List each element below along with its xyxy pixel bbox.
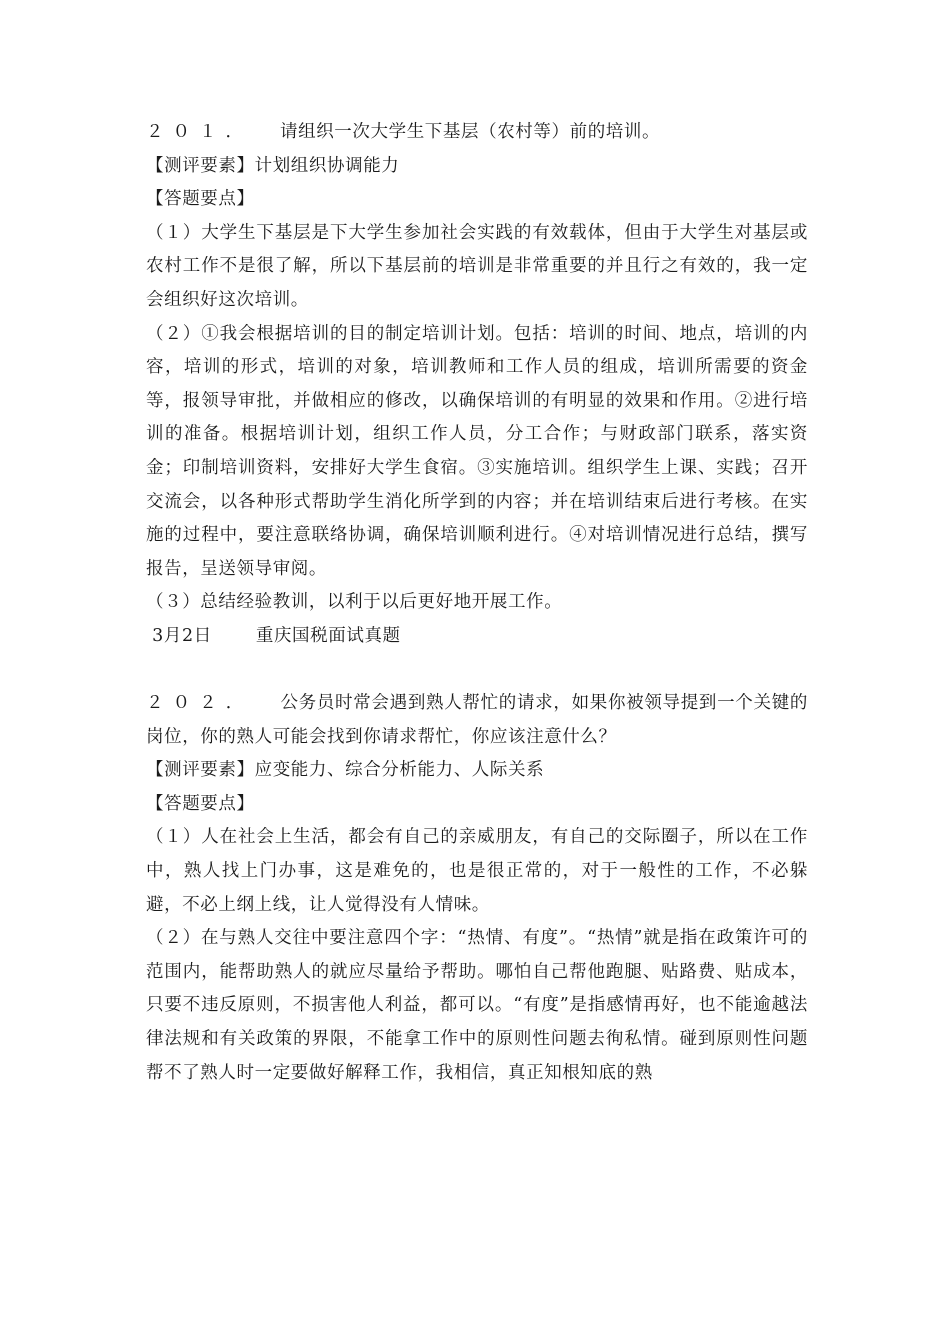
question-text: 公务员时常会遇到熟人帮忙的请求，如果你被领导提到一个关键的岗位，你的熟人可能会找到你请求帮忙，你应该注意什么？ [146, 693, 808, 747]
answer-points-label: 【答题要点】 [146, 793, 255, 814]
answer-points-label: 【答题要点】 [146, 189, 255, 210]
question-text: 请组织一次大学生下基层（农村等）前的培训。 [280, 122, 661, 142]
question-number: ２０２． [146, 693, 253, 714]
date-text: 3月2日 [152, 625, 212, 646]
answer-point-1: （１）人在社会上生活，都会有自己的亲威朋友，有自己的交际圈子，所以在工作中，熟人找上门办事，这是难免的，也是很正常的，对于一般性的工作，不必躲避，不必上纲上线，让人觉得没有人情味。 [146, 827, 808, 915]
date-source-line [146, 620, 808, 654]
question-202 [146, 687, 808, 1090]
evaluation-elements-label: 【测评要素】 [146, 760, 255, 781]
evaluation-elements-label: 【测评要素】 [146, 155, 255, 176]
blank-line [146, 654, 808, 688]
question-201 [146, 116, 808, 620]
answer-point-2: （２）在与熟人交往中要注意四个字：“热情、有度”。“热情”就是指在政策许可的范围内，能帮助熟人的就应尽量给予帮助。哪怕自己帮他跑腿、贴路费、贴成本，只要不违反原则，不损害他人利益，都可以。“有度”是指感情再好，也不能逾越法律法规和有关政策的界限，不能拿工作中的原则性问题去徇私情。碰到原则性问题帮不了熟人时一定要做好解释工作，我相信，真正知根知底的熟 [146, 928, 808, 1083]
document-body [146, 116, 808, 1090]
evaluation-elements-value: 应变能力、综合分析能力、人际关系 [254, 760, 545, 781]
question-201-title [146, 116, 808, 150]
evaluation-elements-value: 计划组织协调能力 [254, 155, 400, 176]
evaluation-elements [146, 150, 808, 184]
source-text: 重庆国税面试真题 [255, 625, 401, 646]
evaluation-elements [146, 754, 808, 788]
answer-point-3: （３）总结经验教训，以利于以后更好地开展工作。 [146, 592, 563, 613]
question-202-title [146, 687, 808, 754]
answer-point-2: （２）①我会根据培训的目的制定培训计划。包括：培训的时间、地点，培训的内容，培训的形式，培训的对象，培训教师和工作人员的组成，培训所需要的资金等，报领导审批，并做相应的修改，以确保培训的有明显的效果和作用。②进行培训的准备。根据培训计划，组织工作人员，分工合作；与财政部门联系，落实资金；印制培训资料，安排好大学生食宿。③实施培训。组织学生上课、实践；召开交流会，以各种形式帮助学生消化所学到的内容；并在培训结束后进行考核。在实施的过程中，要注意联络协调，确保培训顺利进行。④对培训情况进行总结，撰写报告，呈送领导审阅。 [146, 323, 808, 579]
question-number: ２０１． [146, 122, 252, 142]
answer-point-1: （１）大学生下基层是下大学生参加社会实践的有效载体，但由于大学生对基层或农村工作不是很了解，所以下基层前的培训是非常重要的并且行之有效的，我一定会组织好这次培训。 [146, 222, 808, 310]
